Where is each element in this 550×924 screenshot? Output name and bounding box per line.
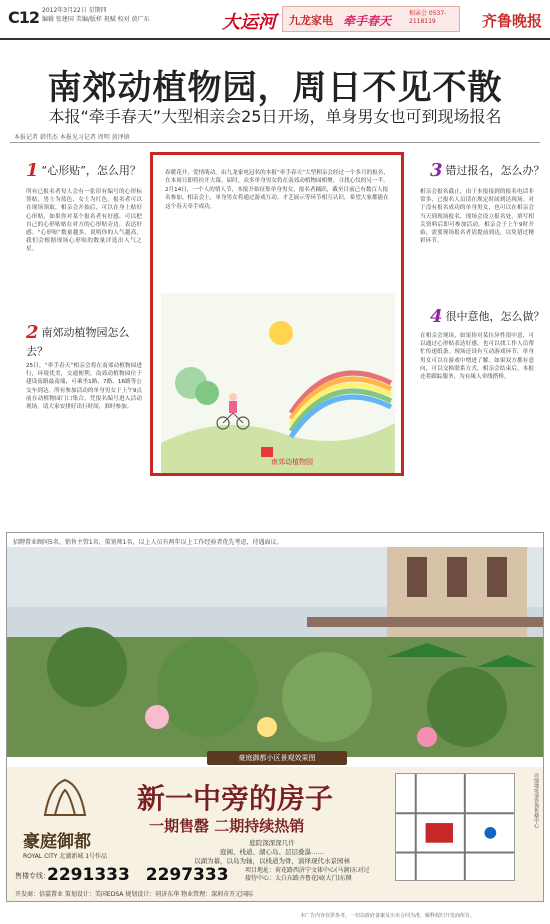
section-2-number: 2 (26, 322, 39, 343)
subheadline: 本报“牵手春天”大型相亲会25日开场，单身男女也可到现场报名 (48, 107, 502, 126)
address-block (245, 867, 385, 883)
section-1-body: 所有已报名者每人会有一张印有编号的心形标签贴，男士为蓝色、女士为红色。报名者可以在现场领取，相亲会开始后，可以在身上贴好心形贴，如果你对某个报名者有好感，可以把自己的心形贴贴在对方的心形贴旁边，表达好感。“心形贴”数量越多，说明你的人气越高，我们会根据现场心形贴的数量评选出人气之星。 (26, 189, 142, 253)
desc-line-2: 庭阁、栈道、湖心岛、层层叠瀑…… (220, 848, 324, 856)
desc-line-3: 以湖为幕，以岛为轴，以栈道为骨，演绎现代水景园林 (194, 857, 350, 865)
section-brand: 大运河 (222, 12, 276, 33)
ad-phase-status: 一期售罄 二期持续热销 (149, 817, 305, 835)
image-caption: 豪庭御都小区景观效果图 (207, 751, 347, 765)
header-meta (42, 6, 192, 24)
real-estate-ad (6, 532, 544, 902)
ad-slogan: 牵手春天 (343, 14, 392, 28)
logo-chinese-name: 豪庭御都 (23, 832, 91, 852)
newspaper-name: 齐鲁晚报 (481, 12, 542, 30)
park-illustration (161, 293, 395, 473)
byline: 本报记者 韩伟杰 本报见习记者 周明 黄泽镇 (14, 134, 130, 141)
ad-small: 相亲会 0537-2118119 (409, 10, 447, 25)
page-header (0, 0, 550, 40)
divider (10, 142, 540, 143)
center-feature-box (150, 152, 404, 476)
headline: 南郊动植物园，周日不见不散 (47, 68, 503, 108)
section-3-body: 相亲会报名截止，由于本报接到的报名电话非常多，已报名人员请在规定时间到达现场。对于没有报名成功的单身男女，也可以在相亲会当天到现场报名，现场会设立报名处，填写相关资料后即可参加活动。相亲会于上午9时开始，需要现场报名者请提前到达，以免错过精彩环节。 (420, 189, 534, 245)
header-date: 2012年3月22日 星期四 (42, 7, 107, 14)
section-3-number: 3 (430, 160, 443, 181)
hotline-label: 售楼专线： (15, 872, 50, 880)
crown-icon (35, 775, 95, 825)
project-address: 项目地址：荷花路西济宁文体中心(马涧)东对过 (245, 867, 370, 874)
section-4-title (430, 306, 545, 327)
feature-text: 春暖花开，爱情萌动。由九龙家电冠名的本报“牵手春天”大型相亲会经过一个多月的报名，在本周日即将拉开大幕。届时，众多单身男女将在南郊动植物园相聚，寻找心仪的另一半。2月14日，一个人的情人节，本报开始征集单身男女，报名者踊跃，截至目前已有数百人报名参加。相亲会上，单身男女将通过游戏互动、才艺展示等环节相互认识，希望大家都能在这个春天牵手成功。 (165, 170, 389, 210)
partners-line: 开发商：信嘉置业 策划设计：美国EDSA 规划设计：同济东华 物业管理：深圳市开元国际 (15, 891, 254, 898)
garden-rendering-image (7, 547, 543, 757)
phone-2: 2297333 (145, 865, 229, 885)
map-side-note: 详细地址请咨询售楼中心 (533, 773, 539, 828)
reception-address: 接待中心：太白东路齐鲁花园(大门)东侧 (245, 875, 352, 882)
phone-1: 2291333 (47, 865, 130, 885)
section-1-title-text: “心形贴”，怎么用？ (41, 164, 141, 177)
section-2-title-text: 南郊动植物园怎么去？ (26, 326, 130, 358)
desc-line-1: 庭院深深深几许 (249, 839, 295, 847)
section-4-body: 在相亲会现场，如果你对某位异性很中意，可以通过心形贴表达好感，也可以找工作人员帮忙传递纸条。现场还设有互动游戏环节，单身男女可以在游戏中增进了解。如果双方都有意向，可以交换联系方式，相亲会结束后，本报还将跟踪服务，为有缘人牵线搭桥。 (420, 333, 534, 381)
section-2-title (26, 322, 146, 359)
ad-info-panel (7, 767, 543, 901)
section-3-title-text: 错过报名，怎么办？ (445, 164, 545, 177)
illustration-label: 南郊动植物园 (271, 458, 313, 466)
page-number: C12 (8, 8, 40, 27)
ad-disclaimer: 本广告内容仅供参考，一切以政府备案及买卖合同为准，解释权归开发商所有。 (300, 913, 476, 919)
section-1-title (26, 160, 141, 181)
section-2-body: 25日，“牵手春天”相亲会将在南郊动植物园进行，环境优美，交通便利。南郊动植物园位于建设南路最南端，可乘坐1路、7路、16路等公交车到达。所有参加活动的单身男女于上午9点前在动植物园门口集合，凭报名编号进入活动现场，请大家安排好出行时间，准时参加。 (26, 363, 142, 411)
ad-brand: 九龙家电 (289, 14, 333, 27)
ad-slogan-main: 新一中旁的房子 (137, 782, 334, 815)
phone-numbers (47, 865, 229, 885)
logo-english-name: ROYAL CITY 北湖新城 1号作品 (23, 853, 108, 860)
brand-logo (15, 775, 125, 875)
section-1-number: 1 (26, 160, 39, 181)
section-4-number: 4 (430, 306, 443, 327)
ad-recruitment-line: 招聘置业顾问5名、销售主管1名、策划师1名，以上人员有两年以上工作经验者优先考虑，待遇面议。 (13, 539, 283, 546)
location-map (395, 773, 515, 881)
ad-description (157, 839, 387, 866)
header-ad (282, 6, 460, 32)
section-3-title (430, 160, 545, 181)
section-4-title-text: 很中意他，怎么做？ (445, 310, 545, 323)
header-editors: 编辑 张建国 美编/版样 祝赋 校对 黄广东 (42, 16, 150, 23)
